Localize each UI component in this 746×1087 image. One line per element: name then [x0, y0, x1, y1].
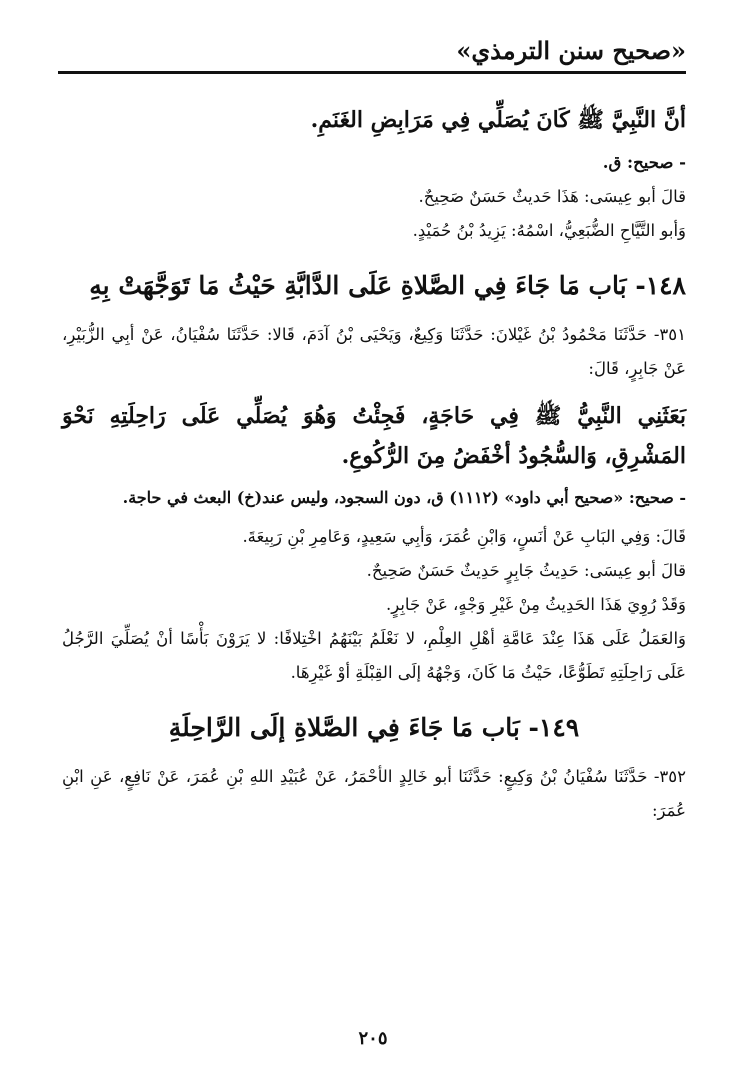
page-body [62, 100, 686, 828]
hadith-text-end: أنَّ النَّبِيَّ ﷺ كَانَ يُصَلِّي فِي مَرَابِضِ الغَنَمِ. [310, 107, 686, 133]
hadith-matn-351: بَعَثَنِي النَّبِيُّ ﷺ فِي حَاجَةٍ، فَجِئْتُ وَهُوَ يُصَلِّي عَلَى رَاحِلَتِهِ نَحْوَ المَشْرِقِ، وَالسُّجُودُ أخْفَضُ مِنَ الرُّكُوعِ. [62, 403, 686, 469]
chapter-heading-149: ١٤٩- بَاب مَا جَاءَ فِي الصَّلاةِ إلَى الرَّاحِلَةِ [168, 713, 580, 742]
chapter-heading-148: ١٤٨- بَاب مَا جَاءَ فِي الصَّلاةِ عَلَى الدَّابَّةِ حَيْثُ مَا تَوَجَّهَتْ بِهِ [89, 271, 686, 300]
tirmidhi-comment: قالَ أبو عِيسَى: هَذَا حَديثٌ حَسَنٌ صَحِيحٌ. [418, 187, 686, 206]
page-number: ٢٠٥ [358, 1028, 388, 1049]
chapter-references: قَالَ: وَفِي البَابِ عَنْ أنَسٍ، وَابْنِ عُمَرَ، وَأبِي سَعِيدٍ، وَعَامِرِ بْنِ رَبِيعَةَ. [242, 527, 686, 546]
hadith-isnad-351: ٣٥١- حَدَّثَنَا مَحْمُودُ بْنُ غَيْلانَ: حَدَّثَنَا وَكِيعٌ، وَيَحْيَى بْنُ آدَمَ، قَالا: حَدَّثَنَا سُفْيَانُ، عَنْ أبِي الزُّبَيْرِ، عَنْ جَابِرٍ، قَالَ: [62, 325, 686, 378]
book-title: «صحيح سنن الترمذي» [456, 36, 686, 65]
transmission-note: وَقَدْ رُوِيَ هَذَا الحَدِيثُ مِنْ غَيْرِ وَجْهٍ، عَنْ جَابِرٍ. [385, 595, 686, 614]
grade-note: - صحيح: ق. [602, 153, 686, 172]
tirmidhi-comment-2: قالَ أبو عِيسَى: حَدِيثُ جَابِرٍ حَدِيثٌ حَسَنٌ صَحِيحٌ. [366, 561, 686, 580]
running-header [58, 30, 686, 74]
hadith-isnad-352: ٣٥٢- حَدَّثَنَا سُفْيَانُ بْنُ وَكِيعٍ: حَدَّثَنَا أبو خَالِدٍ الأحْمَرُ، عَنْ عُبَيْدِ اللهِ بْنِ عُمَرَ، عَنْ نَافِعٍ، عَنِ ابْنِ عُمَرَ: [62, 767, 686, 820]
scholarly-practice-note: وَالعَمَلُ عَلَى هَذَا عِنْدَ عَامَّةِ أهْلِ العِلْمِ، لا نَعْلَمُ بَيْنَهُمُ اخْتِلافًا: لا يَرَوْنَ بَأْسًا أنْ يُصَلِّيَ الرَّجُلُ عَلَى رَاحِلَتِهِ تَطَوُّعًا، حَيْثُ مَا كَانَ، وَجْهُهُ إلَى القِبْلَةِ أوْ غَيْرِهَا. [62, 629, 686, 682]
grade-note-351: - صحيح: «صحيح أبي داود» (١١١٢) ق، دون السجود، وليس عند(خ) البعث في حاجة. [122, 488, 686, 507]
narrator-note: وَأبو التَّيَّاحِ الضُّبَعِيُّ، اسْمُهُ: يَزِيدُ بْنُ حُمَيْدٍ. [412, 221, 686, 240]
